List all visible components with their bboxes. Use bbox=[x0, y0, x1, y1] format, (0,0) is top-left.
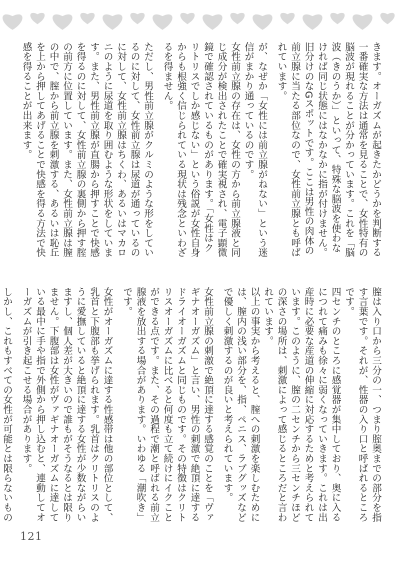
paragraph: 四センチのところに感覚器が集中しており、奥に入るにつれて痛みも徐々に弱くなっていきます。これは出産時に必要な産道の伸縮に対応するためと考えられています。このように、膣の二センチから三センチほどの深さの場所は、刺激によって感じるところだと言われています。 bbox=[262, 287, 341, 523]
heart-icon bbox=[230, 13, 244, 24]
heart-border bbox=[0, 2, 400, 40]
paragraph: 女性前立腺の刺激で絶頂に達する感覚のことを「ヴァギナオーガズム」と言い、男性の刺激で絶頂に達するドライオーガズムと同じものです。その特徴はクリトリスオーガズムに比べると何度も立て続けにイクことができる点です。また、その過程で潮と呼ばれる前立腺液を放出する場合があります。いわゆる「潮吹き」です。 bbox=[121, 287, 213, 523]
paragraph: ただし、男性前立腺がクルミのような形をしているのに対して、女性前立腺は尿道が通っているのに対して、女性前立腺はちくわ、あるいはマカロニのように尿道を取り囲むような形状をしています。また、男性前立腺が直腸から押すことで快感を得るのに対して、女性前立腺の裏側から押す腟の前方に位置しています。また、女性前立腺は膣の中で、膣から前立腺を刺激する、あるいは恥丘を上から押してあげることで快感を得る方法で快感を得ることが出来ます。 bbox=[20, 42, 153, 258]
paragraph: 女性前立腺の存在は、女性の方から前立腺液と同じ成分が検出されたことで確実視され、電子顕微鏡で確認されているものがあります。「女性はクリトリスでしか感じない」という俗説が女性自身からも根強く信じられている現状は残念といわざるを得ません。 bbox=[161, 42, 240, 258]
paragraph: 女性がオーガズムに達する性感帯は他の部位として、乳首と下腹部も挙げられます。乳首はクリトリスのように愛撫していると絶頂に達する女性が少数ながらいますし、個人差が大きいので誰もがそうなるとは限りません。下腹部は女性がヴァギナオーガズムに達している最中に手や指で外側から押し込むと、連動してオーガズムが引き起こせる場合があります。 bbox=[20, 287, 113, 523]
heart-icon bbox=[103, 14, 123, 29]
heart-icon bbox=[3, 14, 23, 29]
paragraph: が、なぜか「女性には前立腺がねない」という迷信がまかり通っているのです。 bbox=[242, 42, 267, 258]
upper-text-block bbox=[20, 42, 382, 262]
heart-icon bbox=[380, 13, 394, 24]
heart-icon bbox=[203, 14, 223, 29]
paragraph: 旧分けのなGスポットです。ここは男性の肉体の前立腺に当たる部位なので、女性前立腺とも呼ばれています。 bbox=[275, 42, 314, 258]
heart-icon bbox=[130, 13, 144, 24]
heart-icon bbox=[280, 13, 294, 24]
paragraph: きます。オーガズムが起きたかどうかを判断する一番確実な方法は通常を見ることで、女性特有の脳波が現れることが分かっています。これを「脳波（きのうか）」といって、特殊な脳波を使わなければ同じ状態にはなかなかに指が付けません。 bbox=[316, 42, 381, 258]
paragraph: しかし、これもすべての女性が可能とは限らないもの bbox=[1, 287, 12, 523]
heart-icon bbox=[80, 13, 94, 24]
paragraph: 膣は入り口から三分の一、つまり腟奥までの部分を指す言葉です。それが、性器の入り口と呼ばれるところです。 bbox=[343, 287, 381, 523]
heart-icon bbox=[303, 14, 323, 29]
page-number: 121 bbox=[20, 530, 43, 543]
heart-icon bbox=[153, 14, 173, 29]
paragraph: 以上の事実から考えると、膣への刺激を楽しむためには、膣内の浅い部分を、指、ペニス、ラブグッズなどで優しく刺激するのが良いと考えられています。 bbox=[221, 287, 260, 523]
heart-icon bbox=[30, 13, 44, 24]
heart-icon bbox=[180, 13, 194, 24]
heart-icon bbox=[253, 14, 273, 29]
heart-icon bbox=[353, 14, 373, 29]
heart-icon bbox=[53, 14, 73, 29]
lower-text-block bbox=[1, 287, 382, 523]
heart-icon bbox=[330, 13, 344, 24]
